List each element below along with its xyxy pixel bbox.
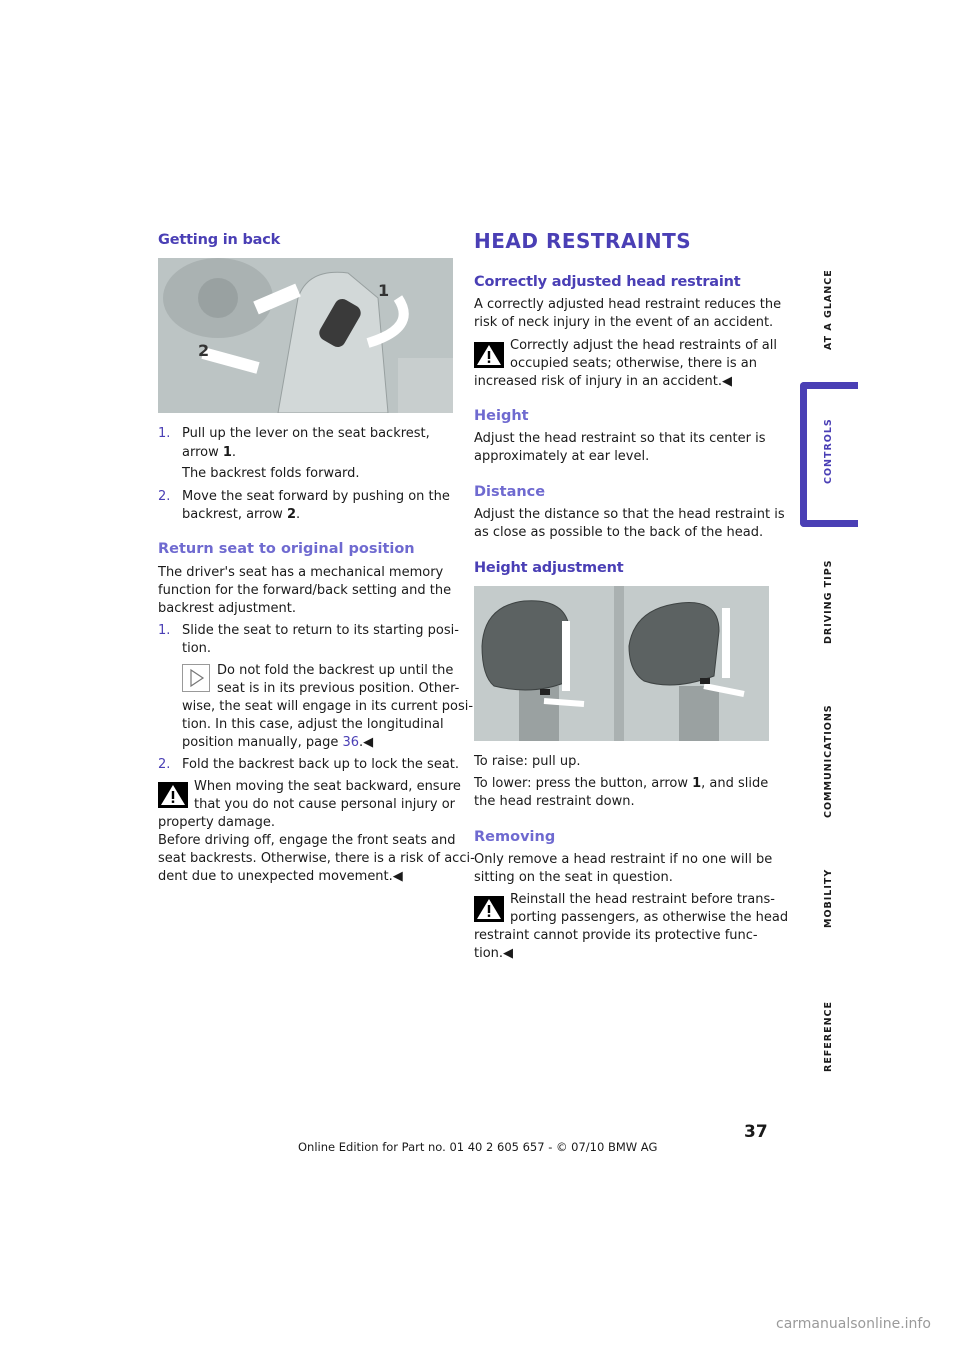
correct-warn-3: increased risk of injury in an accident.◀ (474, 374, 733, 389)
return-step-2-text: Fold the backrest back up to lock the seat. (182, 757, 460, 772)
removing-warn-3: restraint cannot provide its protective func- (474, 928, 758, 943)
getting-in-step-2-line2 (182, 506, 300, 525)
step-text: Pull up the lever on the seat backrest, (182, 426, 430, 441)
correct-p1: A correctly adjusted head restraint reduces the (474, 297, 782, 312)
removing-heading: Removing (474, 829, 556, 845)
removing-warn-2: porting passengers, as otherwise the head (510, 910, 789, 925)
punct: . (296, 507, 301, 522)
note-line-3: wise, the seat will engage in its current posi- (182, 699, 474, 714)
note-line-1: Do not fold the backrest up until the (217, 663, 454, 678)
svg-text:2: 2 (198, 341, 210, 360)
height-p2: approximately at ear level. (474, 449, 650, 464)
warning-icon (474, 342, 504, 368)
step-text: Move the seat forward by pushing on the (182, 489, 450, 504)
return-step-1-number: 1. (158, 623, 171, 638)
note-line-2: seat is in its previous position. Other- (217, 681, 460, 696)
note-text: position manually, page (182, 735, 339, 750)
return-seat-intro-1: The driver's seat has a mechanical memory (158, 565, 444, 580)
correct-heading: Correctly adjusted head restraint (474, 274, 741, 290)
warn-line-2: that you do not cause personal injury or (194, 797, 456, 812)
distance-p1: Adjust the distance so that the head restraint is (474, 507, 785, 522)
removing-p1: Only remove a head restraint if no one will be (474, 852, 773, 867)
warn-line-5: seat backrests. Otherwise, there is a risk of acci- (158, 851, 475, 866)
page-link[interactable]: 36 (342, 735, 360, 750)
page-number: 37 (744, 1122, 768, 1142)
watermark: carmanualsonline.info (776, 1316, 931, 1332)
lower-line-2: the head restraint down. (474, 794, 635, 809)
return-step-1-line1: Slide the seat to return to its starting posi- (182, 623, 459, 638)
height-adjustment-heading: Height adjustment (474, 560, 624, 576)
return-step-1-line2: tion. (182, 641, 212, 656)
warning-icon (158, 782, 188, 808)
removing-p2: sitting on the seat in question. (474, 870, 673, 885)
arrow-number: 1 (692, 776, 702, 791)
getting-in-step-1-line2 (182, 444, 236, 463)
step-text: arrow (182, 445, 219, 460)
tab-controls[interactable]: CONTROLS (823, 418, 834, 484)
distance-heading: Distance (474, 484, 546, 500)
note-line-5 (182, 734, 373, 753)
removing-warn-4: tion.◀ (474, 946, 514, 961)
return-seat-intro-3: backrest adjustment. (158, 601, 297, 616)
return-step-2-number: 2. (158, 757, 171, 772)
warn-line-6: dent due to unexpected movement.◀ (158, 869, 403, 884)
step-text: backrest, arrow (182, 507, 283, 522)
warn-line-3: property damage. (158, 815, 276, 830)
correct-warn-1: Correctly adjust the head restraints of all (510, 338, 777, 353)
note-line-4: tion. In this case, adjust the longitudinal (182, 717, 444, 732)
distance-p2: as close as possible to the back of the head. (474, 525, 764, 540)
seat-backrest-lever-image (158, 258, 453, 413)
tab-reference[interactable]: REFERENCE (823, 1000, 834, 1072)
tab-at-a-glance[interactable]: AT A GLANCE (823, 269, 834, 350)
getting-in-step-1-sub: The backrest folds forward. (182, 466, 360, 481)
tab-mobility[interactable]: MOBILITY (823, 868, 834, 928)
lower-line-1 (474, 775, 768, 794)
height-heading: Height (474, 408, 529, 424)
page-title: HEAD RESTRAINTS (474, 229, 692, 253)
return-seat-intro-2: function for the forward/back setting and the (158, 583, 452, 598)
lower-text: , and slide (701, 776, 769, 791)
end-mark: .◀ (359, 735, 374, 750)
raise-text: To raise: pull up. (474, 754, 581, 769)
note-icon (182, 664, 210, 692)
correct-p2: risk of neck injury in the event of an accident. (474, 315, 774, 330)
step-number: 2. (158, 489, 171, 504)
warn-line-4: Before driving off, engage the front seats and (158, 833, 456, 848)
head-restraint-image (474, 586, 769, 741)
arrow-number: 2 (286, 507, 297, 522)
punct: . (231, 445, 237, 460)
tab-communications[interactable]: COMMUNICATIONS (823, 704, 834, 818)
height-p1: Adjust the head restraint so that its center is (474, 431, 766, 446)
step-number: 1. (158, 426, 171, 441)
getting-in-step-1 (158, 425, 453, 444)
svg-text:1: 1 (378, 281, 390, 300)
warning-icon (474, 896, 504, 922)
correct-warn-2: occupied seats; otherwise, there is an (510, 356, 758, 371)
tab-driving-tips[interactable]: DRIVING TIPS (823, 559, 834, 644)
getting-in-back-heading: Getting in back (158, 232, 281, 248)
footer-edition: Online Edition for Part no. 01 40 2 605 657 - © 07/10 BMW AG (298, 1140, 658, 1154)
getting-in-step-2 (158, 488, 453, 507)
lower-text: To lower: press the button, arrow (474, 776, 688, 791)
removing-warn-1: Reinstall the head restraint before trans- (510, 892, 775, 907)
return-seat-heading: Return seat to original position (158, 541, 415, 557)
arrow-number: 1 (222, 445, 232, 460)
warn-line-1: When moving the seat backward, ensure (194, 779, 461, 794)
